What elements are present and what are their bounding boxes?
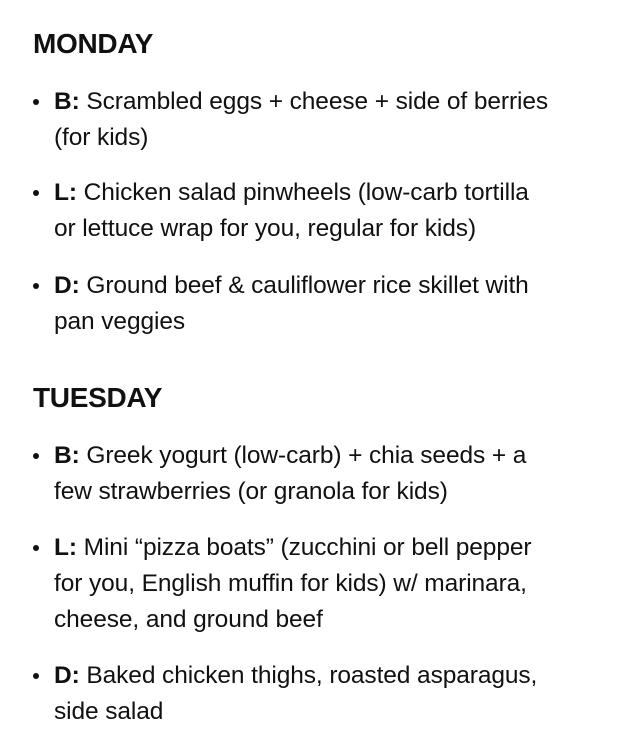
bullet-icon	[33, 99, 39, 105]
meal-text	[54, 268, 610, 340]
meal-description: Scrambled eggs + cheese + side of berries	[86, 88, 549, 115]
meal-line: or lettuce wrap for you, regular for kids)	[54, 215, 477, 242]
meal-line	[54, 84, 610, 120]
meal-label-dinner: D:	[54, 272, 80, 299]
meal-label-lunch: L:	[54, 179, 77, 206]
meal-text	[54, 658, 610, 730]
bullet-icon	[33, 545, 39, 551]
meal-line: pan veggies	[54, 308, 186, 335]
meal-line	[54, 530, 610, 566]
bullet-icon	[33, 453, 39, 459]
meal-text	[54, 175, 610, 247]
bullet-icon	[33, 673, 39, 679]
meal-line: side salad	[54, 698, 164, 725]
meal-description: Mini “pizza boats” (zucchini or bell pepper	[83, 534, 532, 561]
meal-description: Baked chicken thighs, roasted asparagus,	[86, 662, 538, 689]
meal-label-breakfast: B:	[54, 442, 80, 469]
meal-line	[54, 268, 610, 304]
bullet-icon	[33, 190, 39, 196]
meal-line	[54, 438, 610, 474]
meal-line: (for kids)	[54, 124, 149, 151]
meal-text	[54, 438, 610, 510]
meal-line	[54, 175, 610, 211]
meal-description: Chicken salad pinwheels (low-carb tortilla	[83, 179, 529, 206]
day-heading-monday: MONDAY	[33, 28, 154, 59]
meal-line	[54, 658, 610, 694]
meal-text	[54, 530, 610, 638]
meal-label-breakfast: B:	[54, 88, 80, 115]
meal-text	[54, 84, 610, 156]
meal-line: for you, English muffin for kids) w/ marinara,	[54, 570, 527, 597]
meal-description: Greek yogurt (low-carb) + chia seeds + a	[86, 442, 527, 469]
meal-line: cheese, and ground beef	[54, 606, 323, 633]
meal-description: Ground beef & cauliflower rice skillet with	[86, 272, 529, 299]
meal-line: few strawberries (or granola for kids)	[54, 478, 448, 505]
meal-label-dinner: D:	[54, 662, 80, 689]
day-heading-tuesday: TUESDAY	[33, 382, 163, 413]
meal-label-lunch: L:	[54, 534, 77, 561]
bullet-icon	[33, 283, 39, 289]
